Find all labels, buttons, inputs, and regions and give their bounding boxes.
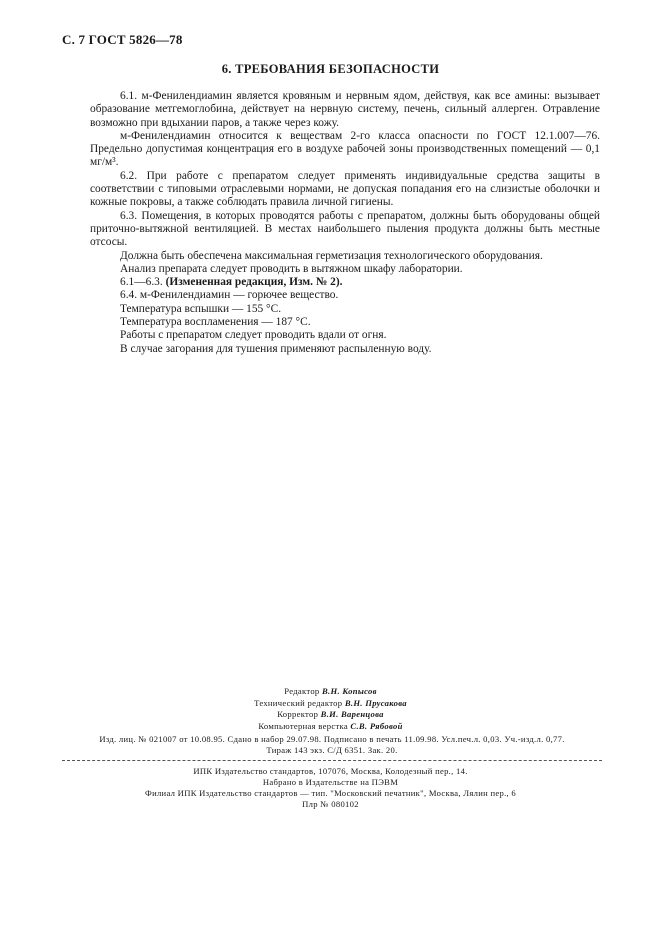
paragraph-extinguishing: В случае загорания для тушения применяют распыленную воду. bbox=[120, 342, 432, 355]
section-title: 6. ТРЕБОВАНИЯ БЕЗОПАСНОСТИ bbox=[221, 62, 440, 76]
paragraph-fume-hood: Анализ препарата следует проводить в вытяжном шкафу лаборатории. bbox=[120, 262, 463, 275]
credit-role: Компьютерная верстка bbox=[258, 720, 348, 731]
credit-role: Технический редактор bbox=[254, 697, 343, 708]
credit-name: С.В. Рябовой bbox=[350, 720, 403, 731]
paragraph-sealing: Должна быть обеспечена максимальная герметизация технологического оборудования. bbox=[120, 249, 543, 262]
separator-rule bbox=[62, 760, 602, 761]
amendment-ref: 6.1—6.3. bbox=[120, 276, 166, 289]
publisher-line-1: ИПК Издательство стандартов, 107076, Москва, Колодезный пер., 14. bbox=[193, 766, 468, 776]
document-body bbox=[90, 90, 600, 356]
credit-line-proofreader bbox=[0, 709, 661, 721]
credit-role: Редактор bbox=[284, 686, 320, 696]
credits-block bbox=[0, 686, 661, 732]
paragraph-ignition-temp: Температура воспламенения — 187 °С. bbox=[120, 316, 311, 329]
paragraph-hazard-class: м-Фенилендиамин относится к веществам 2-го класса опасности по ГОСТ 12.1.007—76. Предельно допустимая концентрация его в воздухе рабочей зоны производственных помещений — 0,1 мг/м³. bbox=[90, 129, 600, 169]
paragraph-flash-point: Температура вспышки — 155 °С. bbox=[120, 302, 282, 315]
credit-line-tech-editor bbox=[0, 698, 661, 710]
credit-role: Корректор bbox=[277, 709, 319, 719]
imprint-line-2: Тираж 143 экз. С/Д 6351. Зак. 20. bbox=[266, 745, 398, 755]
publisher-line-3: Филиал ИПК Издательство стандартов — тип. "Московский печатник", Москва, Лялин пер., 6 bbox=[144, 788, 517, 798]
publisher-line-2: Набрано в Издательстве на ПЭВМ bbox=[262, 777, 399, 787]
imprint-block bbox=[62, 734, 602, 756]
paragraph-amendment bbox=[90, 276, 600, 289]
amendment-note: (Измененная редакция, Изм. № 2). bbox=[165, 276, 343, 289]
credit-line-editor bbox=[0, 686, 661, 698]
imprint-line-1: Изд. лиц. № 021007 от 10.08.95. Сдано в набор 29.07.98. Подписано в печать 11.09.98. Усл.печ.л. 0,03. Уч.-изд.л. 0,77. bbox=[99, 734, 565, 744]
paragraph-6-3: 6.3. Помещения, в которых проводятся работы с препаратом, должны быть оборудованы общей приточно-вытяжной вентиляцией. В местах наибольшего пыления продукта должны быть местные отсосы. bbox=[90, 209, 600, 249]
credit-name: В.Н. Копысов bbox=[321, 686, 377, 696]
paragraph-6-4: 6.4. м-Фенилендиамин — горючее вещество. bbox=[120, 289, 339, 302]
publisher-line-4: Плр № 080102 bbox=[302, 799, 359, 809]
page-header: С. 7 ГОСТ 5826—78 bbox=[62, 32, 183, 47]
paragraph-fire-safety: Работы с препаратом следует проводить вдали от огня. bbox=[120, 329, 387, 342]
credit-line-layout bbox=[0, 721, 661, 733]
publisher-block bbox=[0, 766, 661, 810]
paragraph-6-1: 6.1. м-Фенилендиамин является кровяным и нервным ядом, действуя, как все амины: вызывает образование метгемоглобина, действует на нервную систему, печень, сильный аллерген. Отравление возможно при вдыхании паров, а также через кожу. bbox=[90, 90, 600, 129]
paragraph-6-2: 6.2. При работе с препаратом следует применять индивидуальные средства защиты в соответствии с типовыми отраслевыми нормами, не допуская попадания его на слизистые оболочки и кожные покровы, а также соблюдать правила личной гигиены. bbox=[90, 169, 600, 209]
credit-name: В.Н. Прусакова bbox=[344, 697, 407, 708]
credit-name: В.И. Варенцова bbox=[320, 709, 384, 719]
